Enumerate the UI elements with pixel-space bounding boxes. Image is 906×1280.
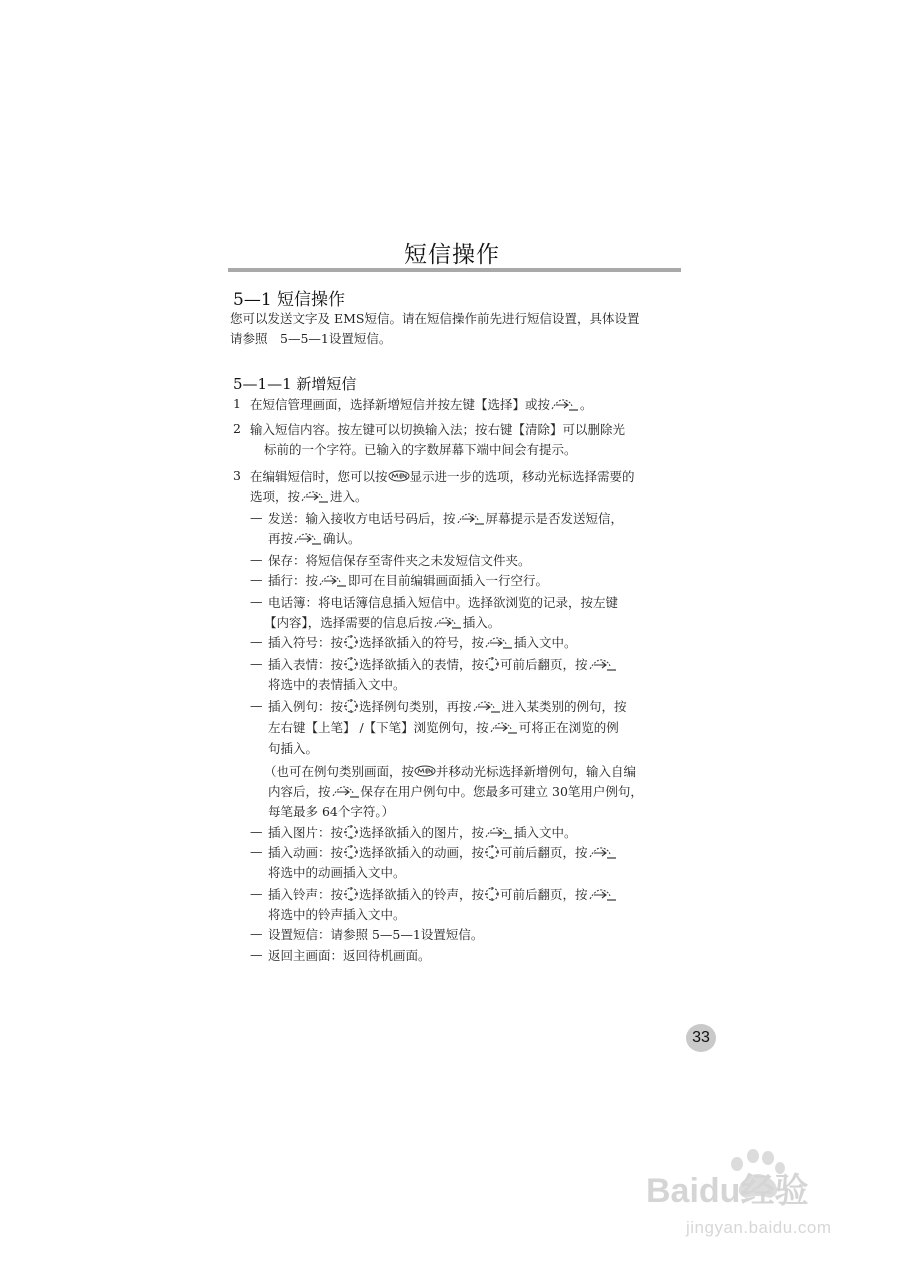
dash-bullet: — [250,552,263,567]
ok-key-icon [550,397,580,411]
ok-key-icon [331,784,361,798]
option-animation-line-2: 将选中的动画插入文中。 [268,865,406,880]
option-send-line-1: 发送：输入接收方电话号码后，按 屏幕提示是否发送短信， [268,511,624,526]
option-animation-line-1: 插入动画：按 选择欲插入的动画，按 可前后翻页，按 [268,842,618,863]
step-number: 2 [233,421,241,436]
ok-key-icon [484,825,514,839]
nav-key-icon [343,634,359,650]
ok-key-icon [588,845,618,859]
option-example-line-2: 左右键【上笔】 /【下笔】浏览例句，按 可将正在浏览的例 [268,720,619,735]
dash-bullet: — [250,572,263,587]
section-title: 5—1 短信操作 [233,290,346,310]
option-example-line-3: 句插入。 [268,741,319,756]
intro-line-2: 请参照 5—5—1设置短信。 [230,331,392,346]
intro-line-1: 您可以发送文字及 EMS短信。请在短信操作前先进行短信设置，具体设置 [230,311,640,326]
nav-key-icon [484,844,500,860]
step-3-line-1: 在编辑短信时，您可以按 显示进一步的选项，移动光标选择需要的 [250,469,635,484]
dash-bullet: — [250,824,263,839]
option-phonebook-line-2: 【内容】，选择需要的信息后按 插入。 [264,615,501,630]
step-2-line-1: 输入短信内容。按左键可以切换输入法；按右键【清除】可以删除光 [250,422,626,437]
option-save: 保存：将短信保存至寄件夹之未发短信文件夹。 [268,553,531,568]
nav-key-icon [343,698,359,714]
menu-key-icon [414,765,436,777]
page-number: 33 [686,1024,716,1052]
nav-key-icon [343,844,359,860]
option-newline: 插行：按 即可在目前编辑画面插入一行空行。 [268,573,549,588]
ok-key-icon [318,573,348,587]
nav-key-icon [484,656,500,672]
nav-key-icon [484,886,500,902]
watermark-brand: Baidu经验 [646,1172,809,1210]
nav-key-icon [343,886,359,902]
note-line-1: （也可在例句类别画面，按 并移动光标选择新增例句，输入自编 [264,764,637,779]
nav-key-icon [343,656,359,672]
ok-key-icon [588,887,618,901]
option-home: 返回主画面：返回待机画面。 [268,948,431,963]
ok-key-icon [489,720,519,734]
step-2-line-2: 标前的一个字符。已输入的字数屏幕下端中间会有提示。 [264,442,577,457]
dash-bullet: — [250,656,263,671]
option-ringtone-line-2: 将选中的铃声插入文中。 [268,907,406,922]
nav-key-icon [343,824,359,840]
dash-bullet: — [250,698,263,713]
ok-key-icon [456,511,486,525]
ok-key-icon [300,489,330,503]
option-picture: 插入图片：按 选择欲插入的图片，按 插入文中。 [268,825,577,840]
dash-bullet: — [250,886,263,901]
option-symbol: 插入符号：按 选择欲插入的符号，按 插入文中。 [268,635,577,650]
ok-key-icon [472,699,502,713]
dash-bullet: — [250,947,263,962]
option-example-line-1: 插入例句：按 选择例句类别，再按 进入某类别的例句，按 [268,699,627,714]
dash-bullet: — [250,594,263,609]
option-emoticon-line-1: 插入表情：按 选择欲插入的表情，按 可前后翻页，按 [268,654,618,675]
subsection-title: 5—1—1 新增短信 [233,375,357,393]
step-1-text: 在短信管理画面，选择新增短信并按左键【选择】或按 。 [250,397,593,412]
ok-key-icon [433,615,463,629]
dash-bullet: — [250,510,263,525]
step-3-line-2: 选项，按 进入。 [250,489,368,504]
ok-key-icon [484,635,514,649]
option-settings: 设置短信：请参照 5—5—1设置短信。 [268,927,484,942]
note-line-2: 内容后，按 保存在用户例句中。您最多可建立 30笔用户例句， [268,784,643,799]
option-emoticon-line-2: 将选中的表情插入文中。 [268,677,406,692]
page-title: 短信操作 [404,242,500,268]
title-rule [228,268,681,272]
dash-bullet: — [250,634,263,649]
step-number: 3 [233,468,241,483]
menu-key-icon [388,470,410,482]
option-ringtone-line-1: 插入铃声：按 选择欲插入的铃声，按 可前后翻页，按 [268,884,618,905]
ok-key-icon [588,657,618,671]
ok-key-icon [293,531,323,545]
step-number: 1 [233,396,241,411]
note-line-3: 每笔最多 64个字符。） [268,804,395,819]
dash-bullet: — [250,926,263,941]
watermark-url: jingyan.baidu.com [686,1218,832,1237]
dash-bullet: — [250,844,263,859]
option-phonebook-line-1: 电话簿：将电话簿信息插入短信中。选择欲浏览的记录，按左键 [268,595,619,610]
option-send-line-2: 再按 确认。 [268,531,361,546]
